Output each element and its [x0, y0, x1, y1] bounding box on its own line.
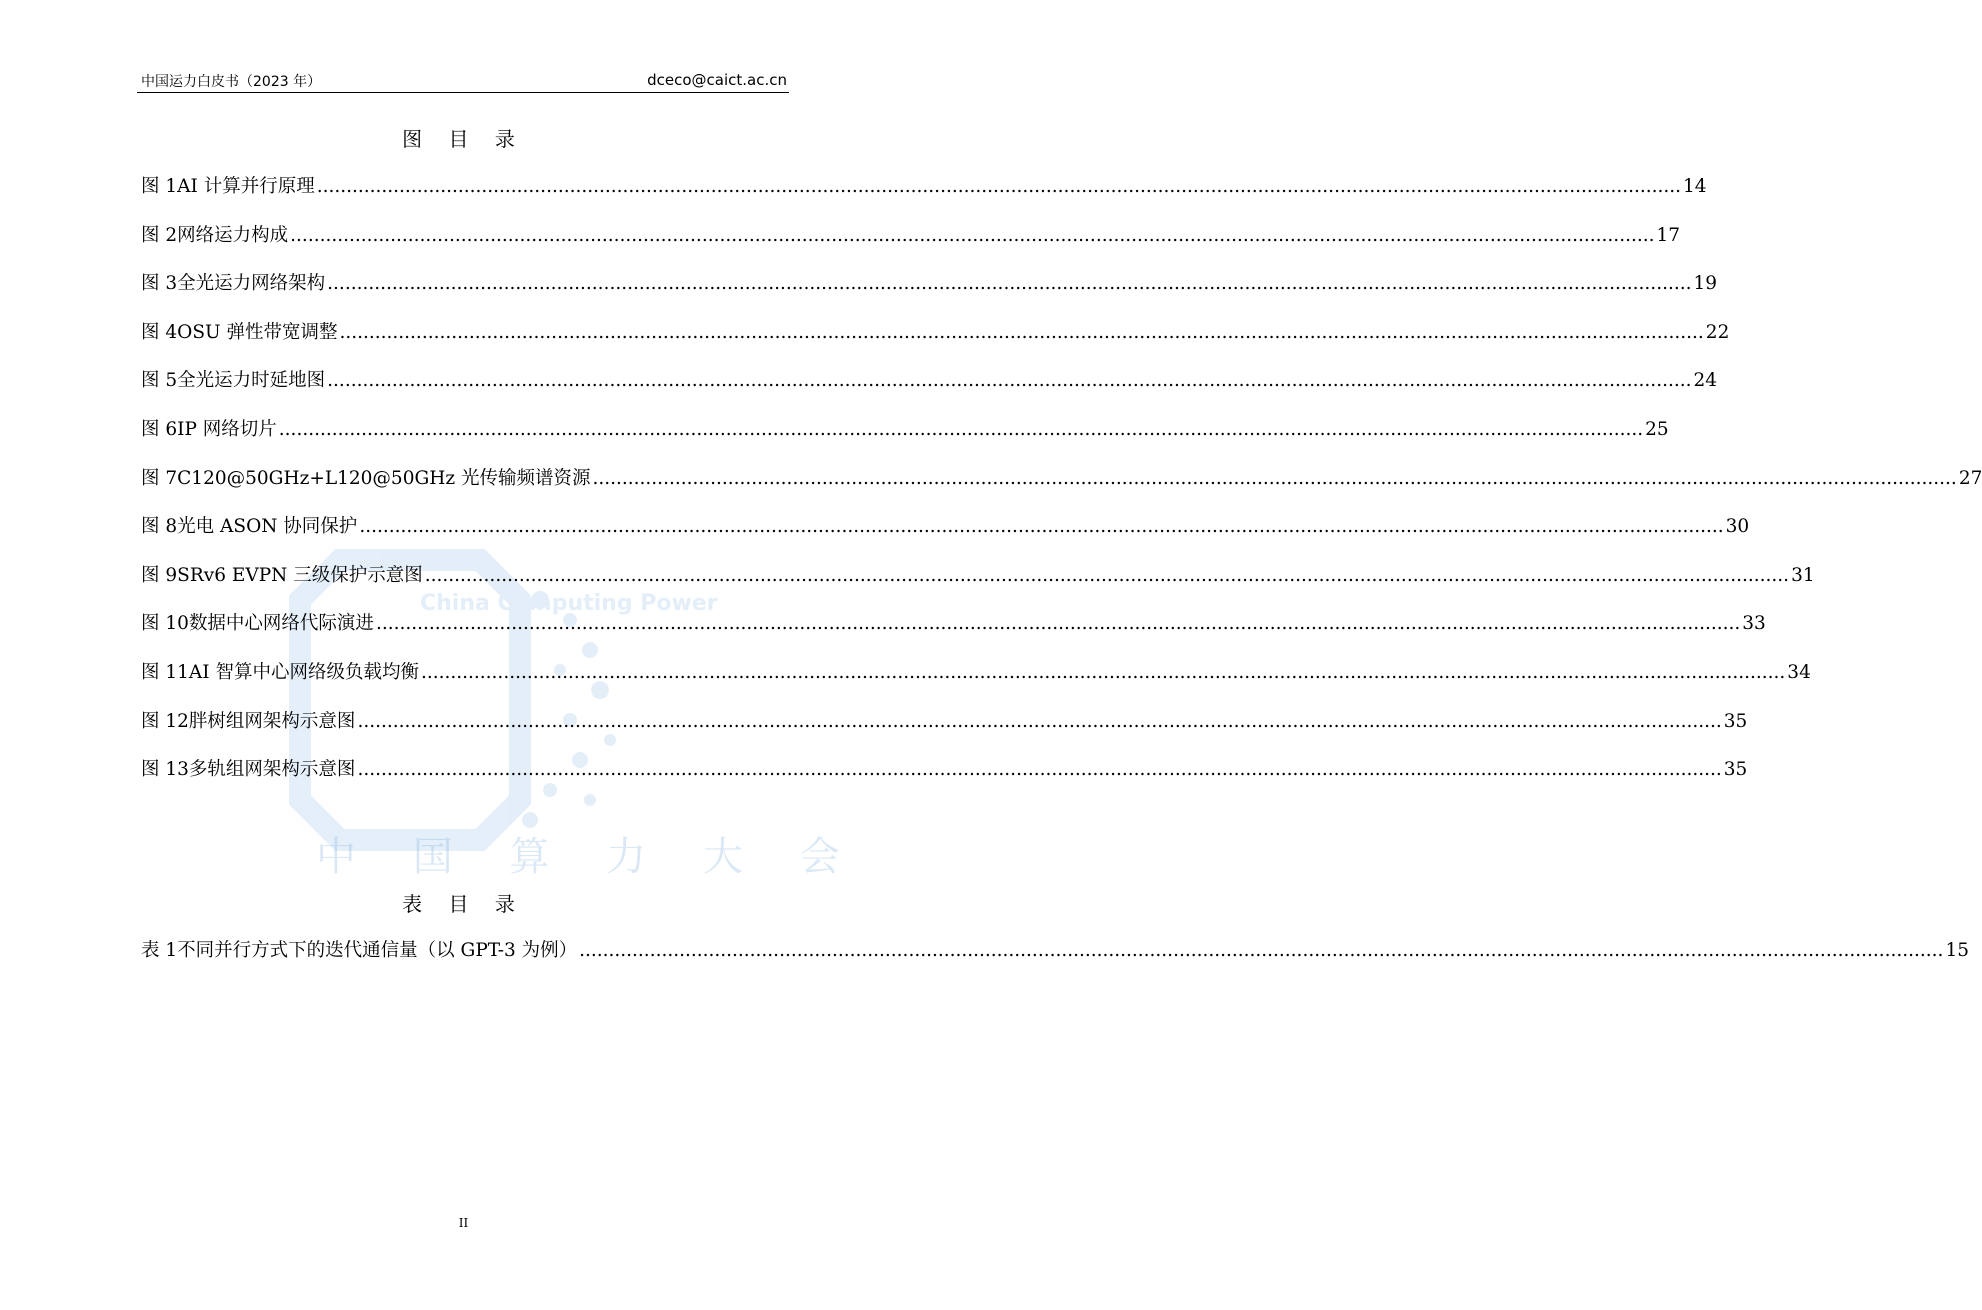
toc-entry[interactable] — [141, 221, 1681, 247]
toc-entry[interactable] — [141, 366, 1718, 392]
toc-leader-dots — [327, 273, 1691, 294]
toc-leader-dots — [593, 468, 1957, 489]
toc-entry-page: 19 — [1693, 273, 1718, 295]
toc-entry-number: 图 2 — [141, 224, 178, 246]
toc-leader-dots — [279, 419, 1643, 440]
toc-entry-number: 图 13 — [141, 759, 189, 781]
toc-entry-label: 胖树组网架构示意图 — [188, 710, 356, 732]
toc-entry-label: 全光运力网络架构 — [177, 273, 326, 295]
watermark-logo-text: China Computing Power — [420, 591, 718, 616]
toc-leader-dots — [579, 940, 1943, 961]
toc-entry[interactable] — [141, 512, 1750, 538]
toc-entry-number: 图 1 — [141, 176, 178, 197]
toc-entry-label: C120@50GHz+L120@50GHz 光传输频谱资源 — [177, 467, 591, 489]
toc-leader-dots — [421, 662, 1785, 683]
toc-entry-number: 图 5 — [141, 370, 178, 392]
page-number: II — [458, 1216, 469, 1230]
toc-leader-dots — [359, 516, 1723, 537]
toc-entry-number: 图 3 — [141, 273, 178, 295]
toc-entry[interactable] — [141, 464, 1982, 490]
toc-entry-label: 数据中心网络代际演进 — [188, 613, 374, 635]
toc-entry-page: 25 — [1645, 419, 1669, 440]
toc-entry-number: 图 11 — [141, 662, 189, 683]
toc-entry[interactable] — [141, 172, 1707, 198]
toc-entry-label: SRv6 EVPN 三级保护示意图 — [177, 564, 423, 586]
toc-entry-label: 全光运力时延地图 — [177, 370, 326, 392]
toc-entry-label: 网络运力构成 — [177, 224, 289, 246]
page-header — [137, 64, 789, 93]
tables-title: 表 目 录 — [402, 892, 525, 916]
toc-entry[interactable] — [141, 269, 1718, 295]
header-title: 中国运力白皮书（2023 年） — [141, 74, 322, 90]
toc-entry-page: 35 — [1723, 710, 1748, 732]
toc-entry-number: 图 4 — [141, 321, 178, 343]
toc-entry[interactable] — [141, 658, 1811, 684]
toc-entry-number: 图 10 — [141, 613, 189, 635]
toc-entry[interactable] — [141, 936, 1969, 962]
toc-entry[interactable] — [141, 755, 1748, 781]
toc-entry-page: 15 — [1945, 940, 1969, 961]
toc-entry-page: 14 — [1683, 176, 1707, 197]
toc-entry-label: AI 智算中心网络级负载均衡 — [188, 662, 419, 683]
toc-entry-number: 图 12 — [141, 710, 189, 732]
toc-leader-dots — [357, 711, 1721, 732]
toc-entry[interactable] — [141, 707, 1748, 733]
toc-entry-number: 图 8 — [141, 516, 178, 538]
toc-leader-dots — [357, 759, 1721, 780]
toc-entry-label: 光电 ASON 协同保护 — [177, 516, 358, 538]
toc-entry-number: 图 6 — [141, 419, 178, 440]
toc-entry-label: IP 网络切片 — [177, 419, 277, 440]
toc-entry-label: 多轨组网架构示意图 — [188, 759, 356, 781]
toc-entry-page: 31 — [1791, 564, 1815, 586]
toc-entry-label: AI 计算并行原理 — [177, 176, 315, 197]
header-email: dceco@caict.ac.cn — [647, 71, 787, 89]
toc-entry-page: 17 — [1656, 224, 1681, 246]
toc-leader-dots — [290, 225, 1654, 246]
watermark-text: 中 国 算 力 大 会 — [316, 834, 862, 880]
toc-entry-number: 图 9 — [141, 564, 178, 586]
toc-entry-number: 图 7 — [141, 467, 178, 489]
toc-leader-dots — [376, 613, 1740, 634]
toc-leader-dots — [339, 322, 1703, 343]
toc-entry-number: 表 1 — [141, 940, 178, 961]
toc-entry-page: 30 — [1725, 516, 1750, 538]
toc-entry-page: 27 — [1958, 467, 1982, 489]
toc-entry-page: 33 — [1742, 613, 1766, 635]
toc-entry-page: 35 — [1723, 759, 1748, 781]
figures-title: 图 目 录 — [402, 127, 525, 151]
toc-entry-page: 22 — [1705, 321, 1730, 343]
toc-entry[interactable] — [141, 561, 1815, 587]
toc-leader-dots — [327, 370, 1691, 391]
toc-entry[interactable] — [141, 318, 1730, 344]
toc-entry-label: 不同并行方式下的迭代通信量（以 GPT-3 为例） — [177, 940, 578, 961]
toc-entry-page: 34 — [1787, 662, 1811, 683]
toc-entry[interactable] — [141, 415, 1669, 441]
toc-leader-dots — [317, 176, 1681, 197]
toc-leader-dots — [425, 565, 1789, 586]
toc-entry-label: OSU 弹性带宽调整 — [177, 321, 338, 343]
toc-entry[interactable] — [141, 609, 1766, 635]
toc-entry-page: 24 — [1693, 370, 1718, 392]
